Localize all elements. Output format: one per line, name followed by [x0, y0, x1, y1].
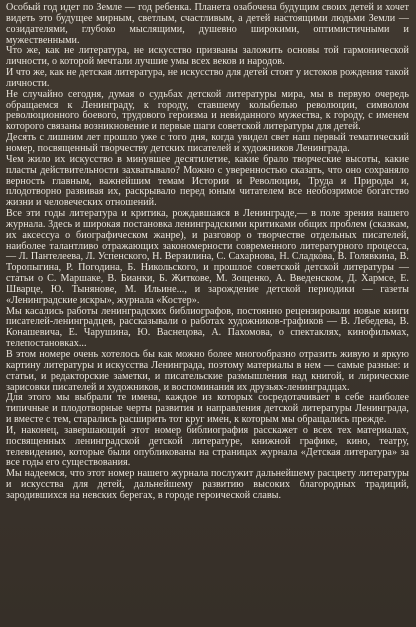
- paragraph-criticism: Все эти годы литература и критика, рождавшаяся в Ленинграде,— в поле зрения нашего журнала. Здесь и широкая постановка ленинградскими критиками общих проблем (сказкам, их аксессуа о биографическом жанре), и разговор о творчестве отдельных писателей, наиболее талантливо отражающих закономерности современного литературного процесса,— Л. Пантелеева, Л. Успенского, Н. Верзилина, С. Сахарнова, Н. Сладкова, В. Голявкина, В. Торопыгина, Р. Погодина, Б. Никольского, и прошлое советской детской литературы — статьи о С. Маршаке, В. Бианки, Б. Житкове, М. Зощенко, А. Введенском, Д. Хармсе, Е. Шварце, Ю. Тынянове, М. Ильине..., и зарождение детской периодики — газеты «Ленинградские искры», журнала «Костер».: [6, 208, 409, 306]
- paragraph-intro: Особый год идет по Земле — год ребенка. Планета озабочена будущим своих детей и хочет видеть это будущее мирным, светлым, счастливым, а детей настоящими людьми Земли — созидателями, глубоко мыслящими, душевно широкими, оптимистичными и мужественными.: [6, 2, 409, 46]
- paragraph-first-issue: Десять с лишним лет прошло уже с того дня, когда увидел свет наш первый тематический номер, посвященный творчеству детских писателей и художников Ленинграда.: [6, 132, 409, 154]
- paragraph-decade: Чем жило их искусство в минувшее десятилетие, какие брало творческие высоты, какие пласты действительности захватывало? Можно с уверенностью сказать, что оно сохраняло верность главным, важнейшим темам Истории и Революции, Труда и Природы и, плодотворно развивая их, раскрывало перед юным читателем все необозримое богатство жизни и человеческих отношений.: [6, 153, 409, 209]
- paragraph-bibliography: И, наконец, завершающий этот номер библиография расскажет о всех тех материалах, посвященных ленинградской детской литературе, книжной графике, кино, театру, телевидению, которые были опубликованы на страницах журнала «Детская литература» за все годы его существования.: [6, 424, 409, 469]
- paragraph-this-issue: В этом номере очень хотелось бы как можно более многообразно отразить живую и яркую картину литературы и искусства Ленинграда, поэтому материалы в нем — самые разные: и статьи, и редакторские заметки, и писательские размышления над книгой, и лирические зарисовки писателей и художников, и воспоминания их друзьях-ленинградцах.: [6, 349, 409, 393]
- paragraph-childrens-literature: И что же, как не детская литература, не искусство для детей стоят у истоков рождения такой личности.: [6, 67, 409, 89]
- paragraph-personality: Что же, как не литература, не искусство призваны заложить основы той гармонической личности, о которой мечтали лучшие умы всех веков и народов.: [6, 45, 409, 68]
- paragraph-bibliographers: Мы касались работы ленинградских библиографов, постоянно рецензировали новые книги писателей-ленинградцев, рассказывали о работах художников-графиков — В. Лебедева, В. Конашевича, Е. Чарушина, Ю. Васнецова, А. Пахомова, о спектаклях, кинофильмах, телепостановках...: [6, 305, 409, 350]
- paragraph-leningrad: Не случайно сегодня, думая о судьбах детской литературы мира, мы в первую очередь обращаемся к Ленинграду, к городу, ставшему колыбелью революции, символом революционного боевого, трудового героизма и невиданного мужества, к городу, с именем которого связаны возникновение и первые шаги советской литературы для детей.: [6, 88, 409, 133]
- paragraph-closing: Мы надеемся, что этот номер нашего журнала послужит дальнейшему расцвету литературы и искусства для детей, дальнейшему развитию высоких благородных традиций, зародившихся на невских берегах, в городе героической славы.: [6, 468, 409, 501]
- paragraph-names: Для этого мы выбрали те имена, каждое из которых сосредотачивает в себе наиболее типичные и плодотворные черты развития и направления детской литературы Ленинграда, и вместе с тем, старались расширить тот круг имен, к которым мы обращались прежде.: [6, 392, 409, 426]
